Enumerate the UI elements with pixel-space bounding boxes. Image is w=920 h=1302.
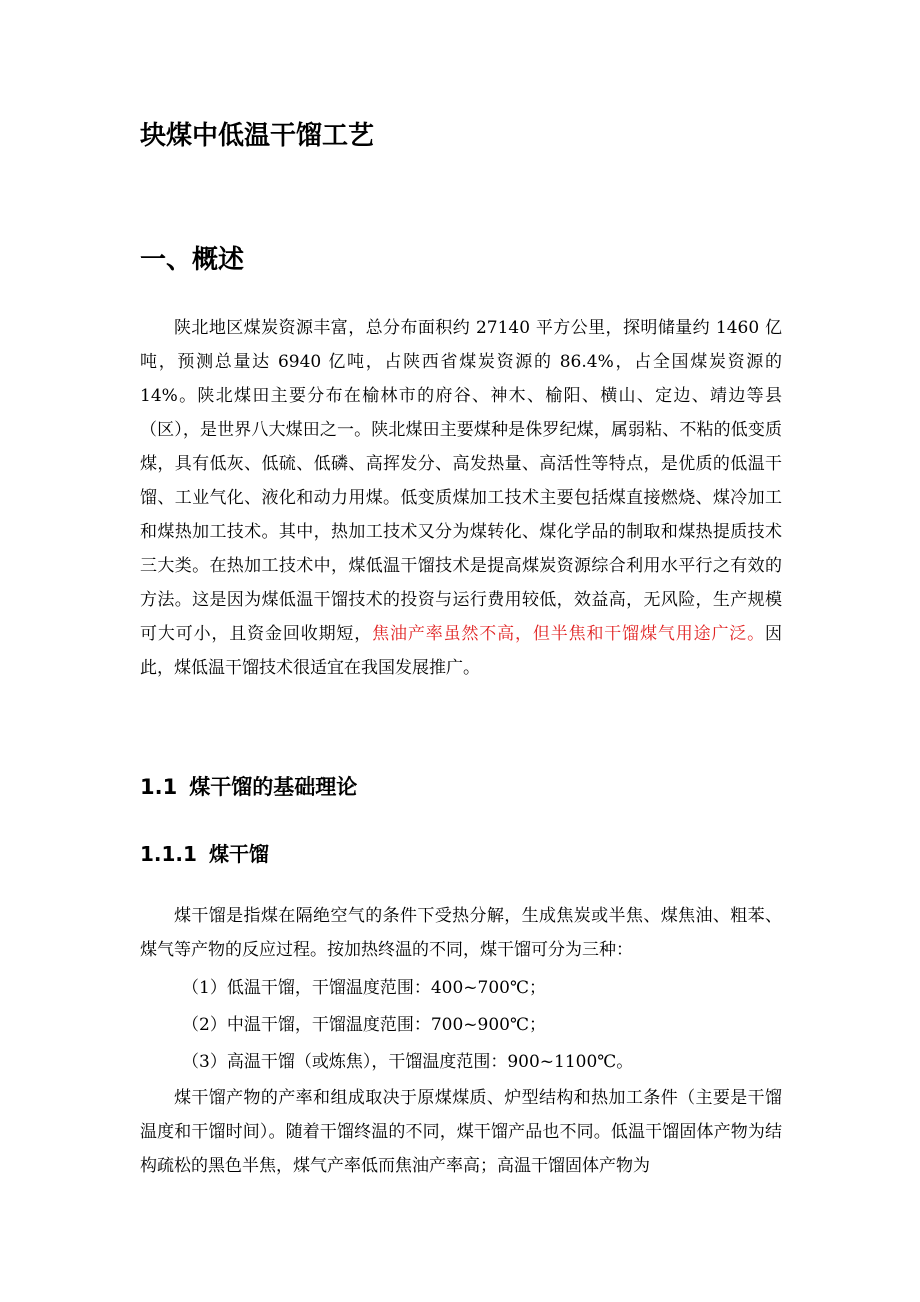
- carbonization-types-list: [140, 970, 782, 1081]
- subsection-title: 煤干馏: [208, 842, 269, 866]
- overview-paragraph: [140, 311, 782, 685]
- carbonization-products-paragraph: 煤干馏产物的产率和组成取决于原煤煤质、炉型结构和热加工条件（主要是干馏温度和干馏时间）。随着干馏终温的不同，煤干馏产品也不同。低温干馏固体产物为结构疏松的黑色半焦，煤气产率低而焦油产率高；高温干馏固体产物为: [140, 1088, 782, 1176]
- section-number: 1.1: [140, 775, 178, 799]
- section-heading-1-1-1: [140, 838, 269, 870]
- highlighted-text: 焦油产率虽然不高，但半焦和干馏煤气用途广泛。: [372, 624, 766, 644]
- list-item: （1）低温干馏，干馏温度范围：400~700℃；: [182, 978, 546, 998]
- document-title: 块煤中低温干馏工艺: [140, 121, 375, 151]
- overview-text-start: 陕北地区煤炭资源丰富，总分布面积约 27140 平方公里，探明储量约 1460 亿吨，预测总量达 6940 亿吨，占陕西省煤炭资源的 86.4%，占全国煤炭资源的 14%。陕北煤田主要分布在榆林市的府谷、神木、榆阳、横山、定边、靖边等县（区），是世界八大煤田之一。陕北煤田主要煤种是侏罗纪煤，属弱粘、不粘的低变质煤，具有低灰、低硫、低磷、高挥发分、高发热量、高活性等特点，是优质的低温干馏、工业气化、液化和动力用煤。低变质煤加工技术主要包括煤直接燃烧、煤冷加工和煤热加工技术。其中，热加工技术又分为煤转化、煤化学品的制取和煤热提质技术三大类。在热加工技术中，煤低温干馏技术是提高煤炭资源综合利用水平行之有效的方法。这是因为煤低温干馏技术的投资与运行费用较低，效益高，无风险，生产规模可大可小，且资金回收期短，: [140, 318, 782, 644]
- list-item: （2）中温干馏，干馏温度范围：700~900℃；: [182, 1015, 546, 1035]
- list-item: （3）高温干馏（或炼焦），干馏温度范围：900~1100℃。: [182, 1052, 634, 1072]
- carbonization-definition-paragraph: 煤干馏是指煤在隔绝空气的条件下受热分解，生成焦炭或半焦、煤焦油、粗苯、煤气等产物的反应过程。按加热终温的不同，煤干馏可分为三种：: [140, 906, 782, 960]
- subsection-number: 1.1.1: [140, 842, 197, 866]
- section-heading-1-1: [140, 770, 357, 804]
- section-title: 煤干馏的基础理论: [189, 775, 358, 799]
- section-heading-overview: 一、概述: [140, 245, 245, 275]
- overview-text-end: 因此，煤低温干馏技术很适宜在我国发展推广。: [140, 624, 783, 678]
